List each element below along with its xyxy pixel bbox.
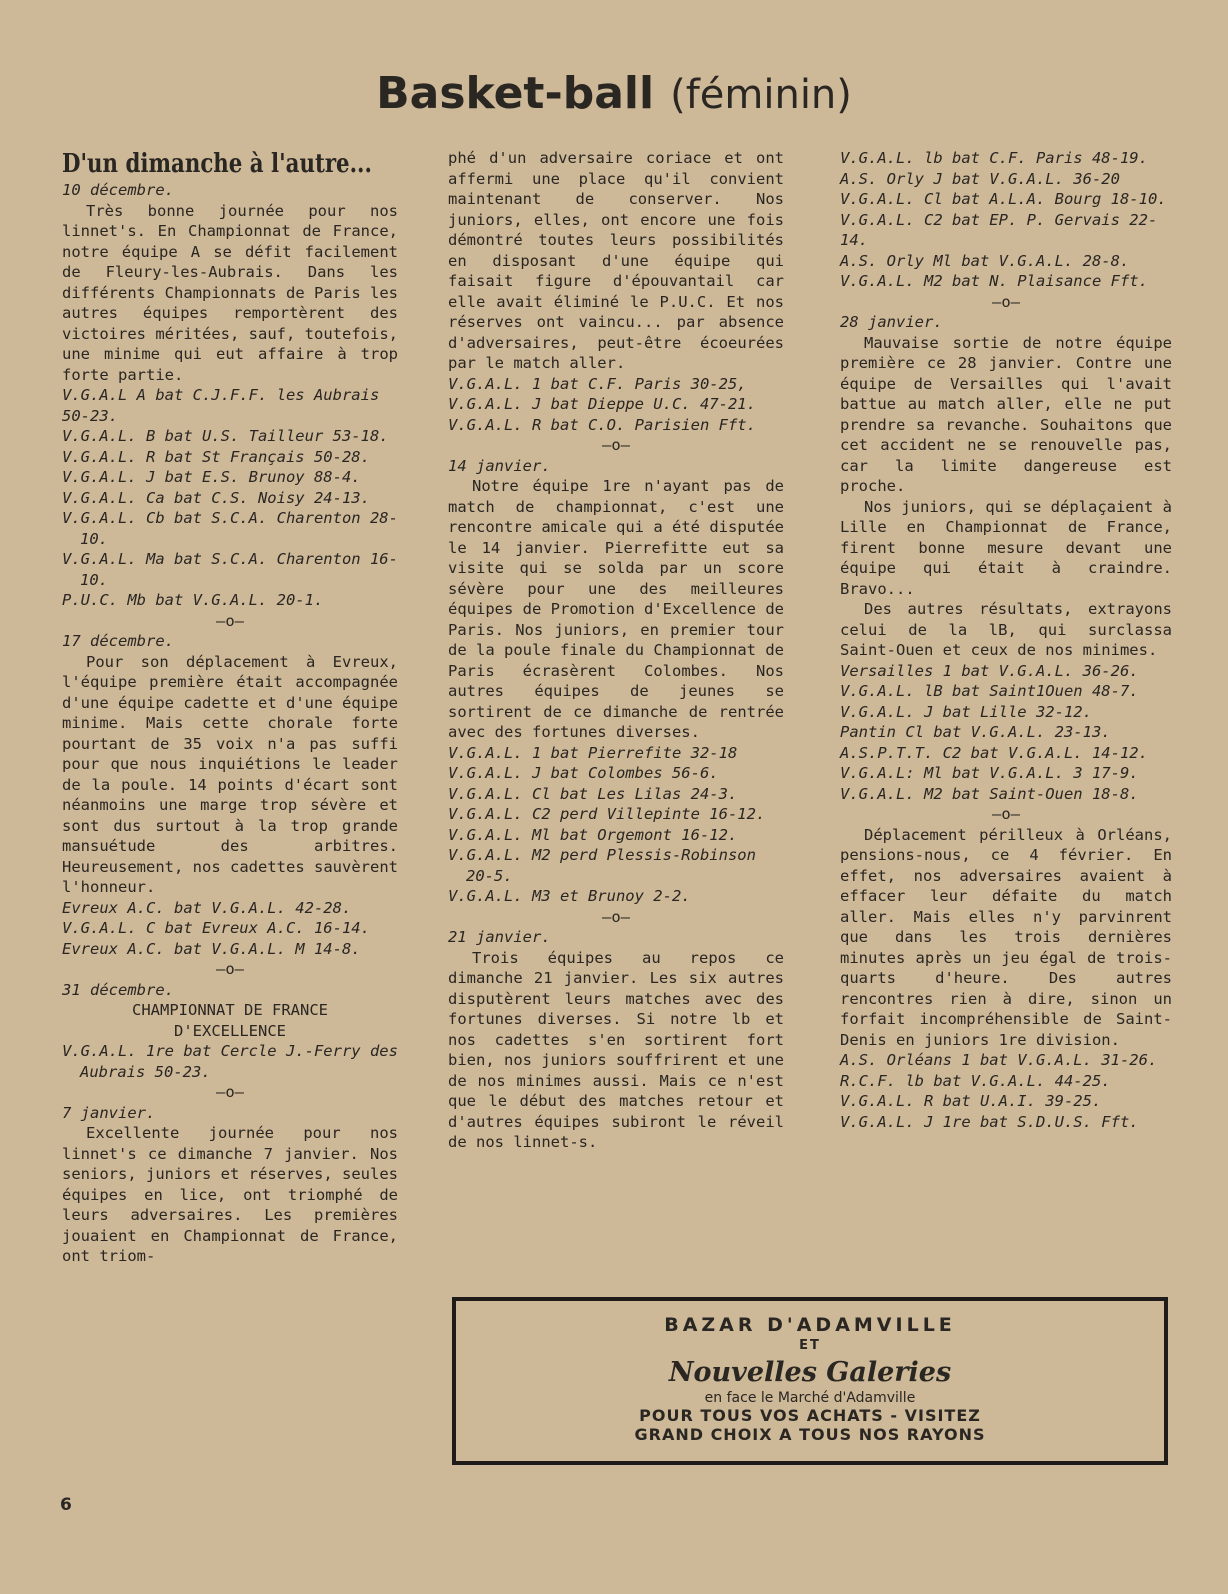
result-line: V.G.A.L. J bat Dieppe U.C. 47-21.	[448, 395, 756, 413]
title-sub: (féminin)	[670, 72, 852, 118]
result-line: Versailles 1 bat V.G.A.L. 36-26.	[840, 661, 1139, 680]
date-dec31: 31 décembre.	[62, 980, 174, 999]
ad-slogan-2: GRAND CHOIX A TOUS NOS RAYONS	[634, 1425, 986, 1444]
result-line: Pantin Cl bat V.G.A.L. 23-13.	[840, 723, 1111, 741]
column-3	[840, 148, 1172, 1132]
page-number: 6	[60, 1495, 72, 1515]
result-line: V.G.A.L. Cl bat A.L.A. Bourg 18-10.	[840, 190, 1167, 208]
result-line: V.G.A.L. Ma bat S.C.A. Charenton 16-10.	[62, 550, 398, 589]
paragraph-dec17: Pour son déplacement à Evreux, l'équipe première était accompagnée d'une équipe cadette et d'une équipe minime. Mais cette chorale forte pourtant de 35 voix n'a pas suffi pour que nous inquiétions le leader de la poule. 14 points d'écart sont néanmoins une marge trop sévère et sont dus surtout à la trop grande mansuétude des arbitres. Heureusement, nos cadettes sauvèrent l'honneur.	[62, 652, 398, 896]
paragraph-jan28-a: Mauvaise sortie de notre équipe première ce 28 janvier. Contre une équipe de Versailles qui l'avait battue au match aller, elle ne put prendre sa revanche. Souhaitons que cet accident ne se renouvelle pas, car la limite dangereuse est proche.	[840, 333, 1172, 495]
result-line: V.G.A.L. R bat U.A.I. 39-25.	[840, 1092, 1102, 1110]
result-line: A.S. Orly J bat V.G.A.L. 36-20	[840, 169, 1120, 188]
ad-slogan-1: POUR TOUS VOS ACHATS - VISITEZ	[639, 1406, 981, 1425]
result-line: V.G.A.L. M2 perd Plessis-Robinson 20-5.	[448, 846, 756, 885]
result-line: V.G.A.L. J bat Colombes 56-6.	[448, 764, 719, 782]
paragraph-jan21: Trois équipes au repos ce dimanche 21 janvier. Les six autres disputèrent leurs matches avec des fortunes diverses. Si notre lb et nos cadettes s'en sortirent fort bien, nos juniors souffrirent et une de nos minimes aussi. Mais ce n'est que le début des matches retour et d'autres équipes subiront le réveil de nos linnet-s.	[448, 948, 784, 1151]
paragraph-jan28-c: Des autres résultats, extrayons celui de la lB, qui surclassa Saint-Ouen et ceux de nos minimes.	[840, 600, 1172, 659]
separator: —o—	[216, 1083, 244, 1101]
result-line: Evreux A.C. bat V.G.A.L. M 14-8.	[62, 939, 361, 958]
paragraph-jan7-continued: phé d'un adversaire coriace et ont affermi une place qu'il convient maintenant de conserver. Nos juniors, elles, ont encore une fois démontré toutes leurs possibilités en disposant d'une équipe qui faisait figure d'épouvantail car elle avait éliminé le P.U.C. Et nos réserves ont vaincu... par absence d'adversaires, peut-être écoeurées par le match aller.	[448, 149, 784, 372]
championship-line-1: CHAMPIONNAT DE FRANCE	[132, 1001, 328, 1019]
date-jan14: 14 janvier.	[448, 456, 551, 475]
result-line: V.G.A.L. C2 bat EP. P. Gervais 22-14.	[840, 210, 1158, 249]
separator: —o—	[216, 611, 244, 630]
section-heading: D'un dimanche à l'autre...	[62, 149, 372, 179]
result-line: V.G.A.L. B bat U.S. Tailleur 53-18.	[62, 427, 389, 445]
result-line: R.C.F. lb bat V.G.A.L. 44-25.	[840, 1071, 1111, 1090]
result-line: V.G.A.L. R bat St Français 50-28.	[62, 447, 370, 466]
separator: —o—	[216, 960, 244, 978]
paragraph-dec10: Très bonne journée pour nos linnet's. En Championnat de France, notre équipe A se défit facilement de Fleury-les-Aubrais. Dans les différents Championnats de Paris les autres équipes remportèrent des victoires méritées, sauf, toutefois, une minime qui eut affaire à trop forte partie.	[62, 201, 398, 384]
title-main: Basket-ball	[376, 68, 655, 119]
paragraph-jan28-b: Nos juniors, qui se déplaçaient à Lille en Championnat de France, firent bonne mesure devant une équipe qui était à craindre. Bravo...	[840, 497, 1172, 598]
result-line: V.G.A.L. R bat C.O. Parisien Fft.	[448, 415, 756, 434]
result-line: A.S.P.T.T. C2 bat V.G.A.L. 14-12.	[840, 743, 1148, 762]
date-jan21: 21 janvier.	[448, 928, 551, 946]
paragraph-feb4: Déplacement périlleux à Orléans, pensions-nous, ce 4 février. En effet, nos adversaires avaient à effacer leur défaite du match aller. Mais elles n'y parvinrent que dans les trois dernières minutes après un jeu égal de trois-quarts d'heure. Des autres rencontres rien à dire, sinon un forfait incompréhensible de Saint-Denis en juniors 1re division.	[840, 825, 1172, 1049]
separator: —o—	[992, 805, 1020, 823]
result-line: V.G.A.L. Cb bat S.C.A. Charenton 28-10.	[62, 509, 398, 548]
result-line: V.G.A.L. C2 perd Villepinte 16-12.	[448, 805, 766, 823]
championship-heading	[62, 1000, 398, 1041]
result-line: A.S. Orléans 1 bat V.G.A.L. 31-26.	[840, 1051, 1158, 1069]
result-line: V.G.A.L. 1 bat C.F. Paris 30-25,	[448, 374, 747, 393]
result-line: V.G.A.L. Ca bat C.S. Noisy 24-13.	[62, 488, 370, 507]
page-title	[0, 64, 1228, 125]
separator: —o—	[992, 292, 1020, 311]
result-line: V.G.A.L. lb bat C.F. Paris 48-19.	[840, 149, 1148, 167]
result-line: V.G.A.L. C bat Evreux A.C. 16-14.	[62, 919, 370, 937]
result-line: V.G.A.L. J 1re bat S.D.U.S. Fft.	[840, 1112, 1139, 1131]
paragraph-jan14: Notre équipe 1re n'ayant pas de match de championnat, c'est une rencontre amicale qui a été disputée le 14 janvier. Pierrefitte eut sa visite qui se solda par un score sévère pour une des meilleures équipes de Promotion d'Excellence de Paris. Nos juniors, en premier tour de la poule finale du Championnat de Paris écrasèrent Colombes. Nos autres équipes de jeunes se sortirent de ce dimanche de rentrée avec des fortunes diverses.	[448, 477, 784, 741]
advertisement-box	[452, 1297, 1168, 1465]
result-line: V.G.A.L. M2 bat N. Plaisance Fft.	[840, 272, 1148, 290]
result-line: V.G.A.L. Ml bat Orgemont 16-12.	[448, 825, 738, 844]
result-line: V.G.A.L: Ml bat V.G.A.L. 3 17-9.	[840, 764, 1139, 782]
ad-conjunction: ET	[799, 1338, 821, 1353]
result-line: V.G.A.L. 1 bat Pierrefite 32-18	[448, 743, 738, 762]
championship-line-2: D'EXCELLENCE	[174, 1021, 286, 1040]
date-dec10: 10 décembre.	[62, 181, 174, 199]
date-jan7: 7 janvier.	[62, 1103, 156, 1122]
result-line: P.U.C. Mb bat V.G.A.L. 20-1.	[62, 591, 324, 609]
separator: —o—	[602, 907, 630, 926]
date-jan28: 28 janvier.	[840, 313, 943, 331]
date-dec17: 17 décembre.	[62, 632, 174, 650]
result-line: V.G.A.L. J bat Lille 32-12.	[840, 702, 1092, 721]
result-line: V.G.A.L. Cl bat Les Lilas 24-3.	[448, 784, 738, 803]
result-line: Evreux A.C. bat V.G.A.L. 42-28.	[62, 898, 352, 917]
result-line: A.S. Orly Ml bat V.G.A.L. 28-8.	[840, 251, 1130, 270]
paragraph-jan7: Excellente journée pour nos linnet's ce dimanche 7 janvier. Nos seniors, juniors et réserves, seules équipes en lice, ont triomphé de leurs adversaires. Les premières jouaient en Championnat de France, ont triom-	[62, 1124, 398, 1265]
column-1	[62, 148, 398, 1267]
ad-brand-name: Nouvelles Galeries	[668, 1357, 952, 1388]
result-line: V.G.A.L. M2 bat Saint-Ouen 18-8.	[840, 784, 1139, 803]
ad-store-name: BAZAR D'ADAMVILLE	[664, 1314, 956, 1336]
separator: —o—	[602, 436, 630, 454]
result-line: V.G.A.L. J bat E.S. Brunoy 88-4.	[62, 468, 361, 486]
ad-location: en face le Marché d'Adamville	[704, 1390, 916, 1406]
result-line: V.G.A.L. M3 et Brunoy 2-2.	[448, 887, 691, 905]
result-line: V.G.A.L. lB bat Saint1Ouen 48-7.	[840, 682, 1139, 700]
column-2	[448, 148, 784, 1153]
result-line: V.G.A.L. 1re bat Cercle J.-Ferry des Aubrais 50-23.	[62, 1042, 398, 1081]
result-line: V.G.A.L A bat C.J.F.F. les Aubrais 50-23.	[62, 386, 380, 425]
